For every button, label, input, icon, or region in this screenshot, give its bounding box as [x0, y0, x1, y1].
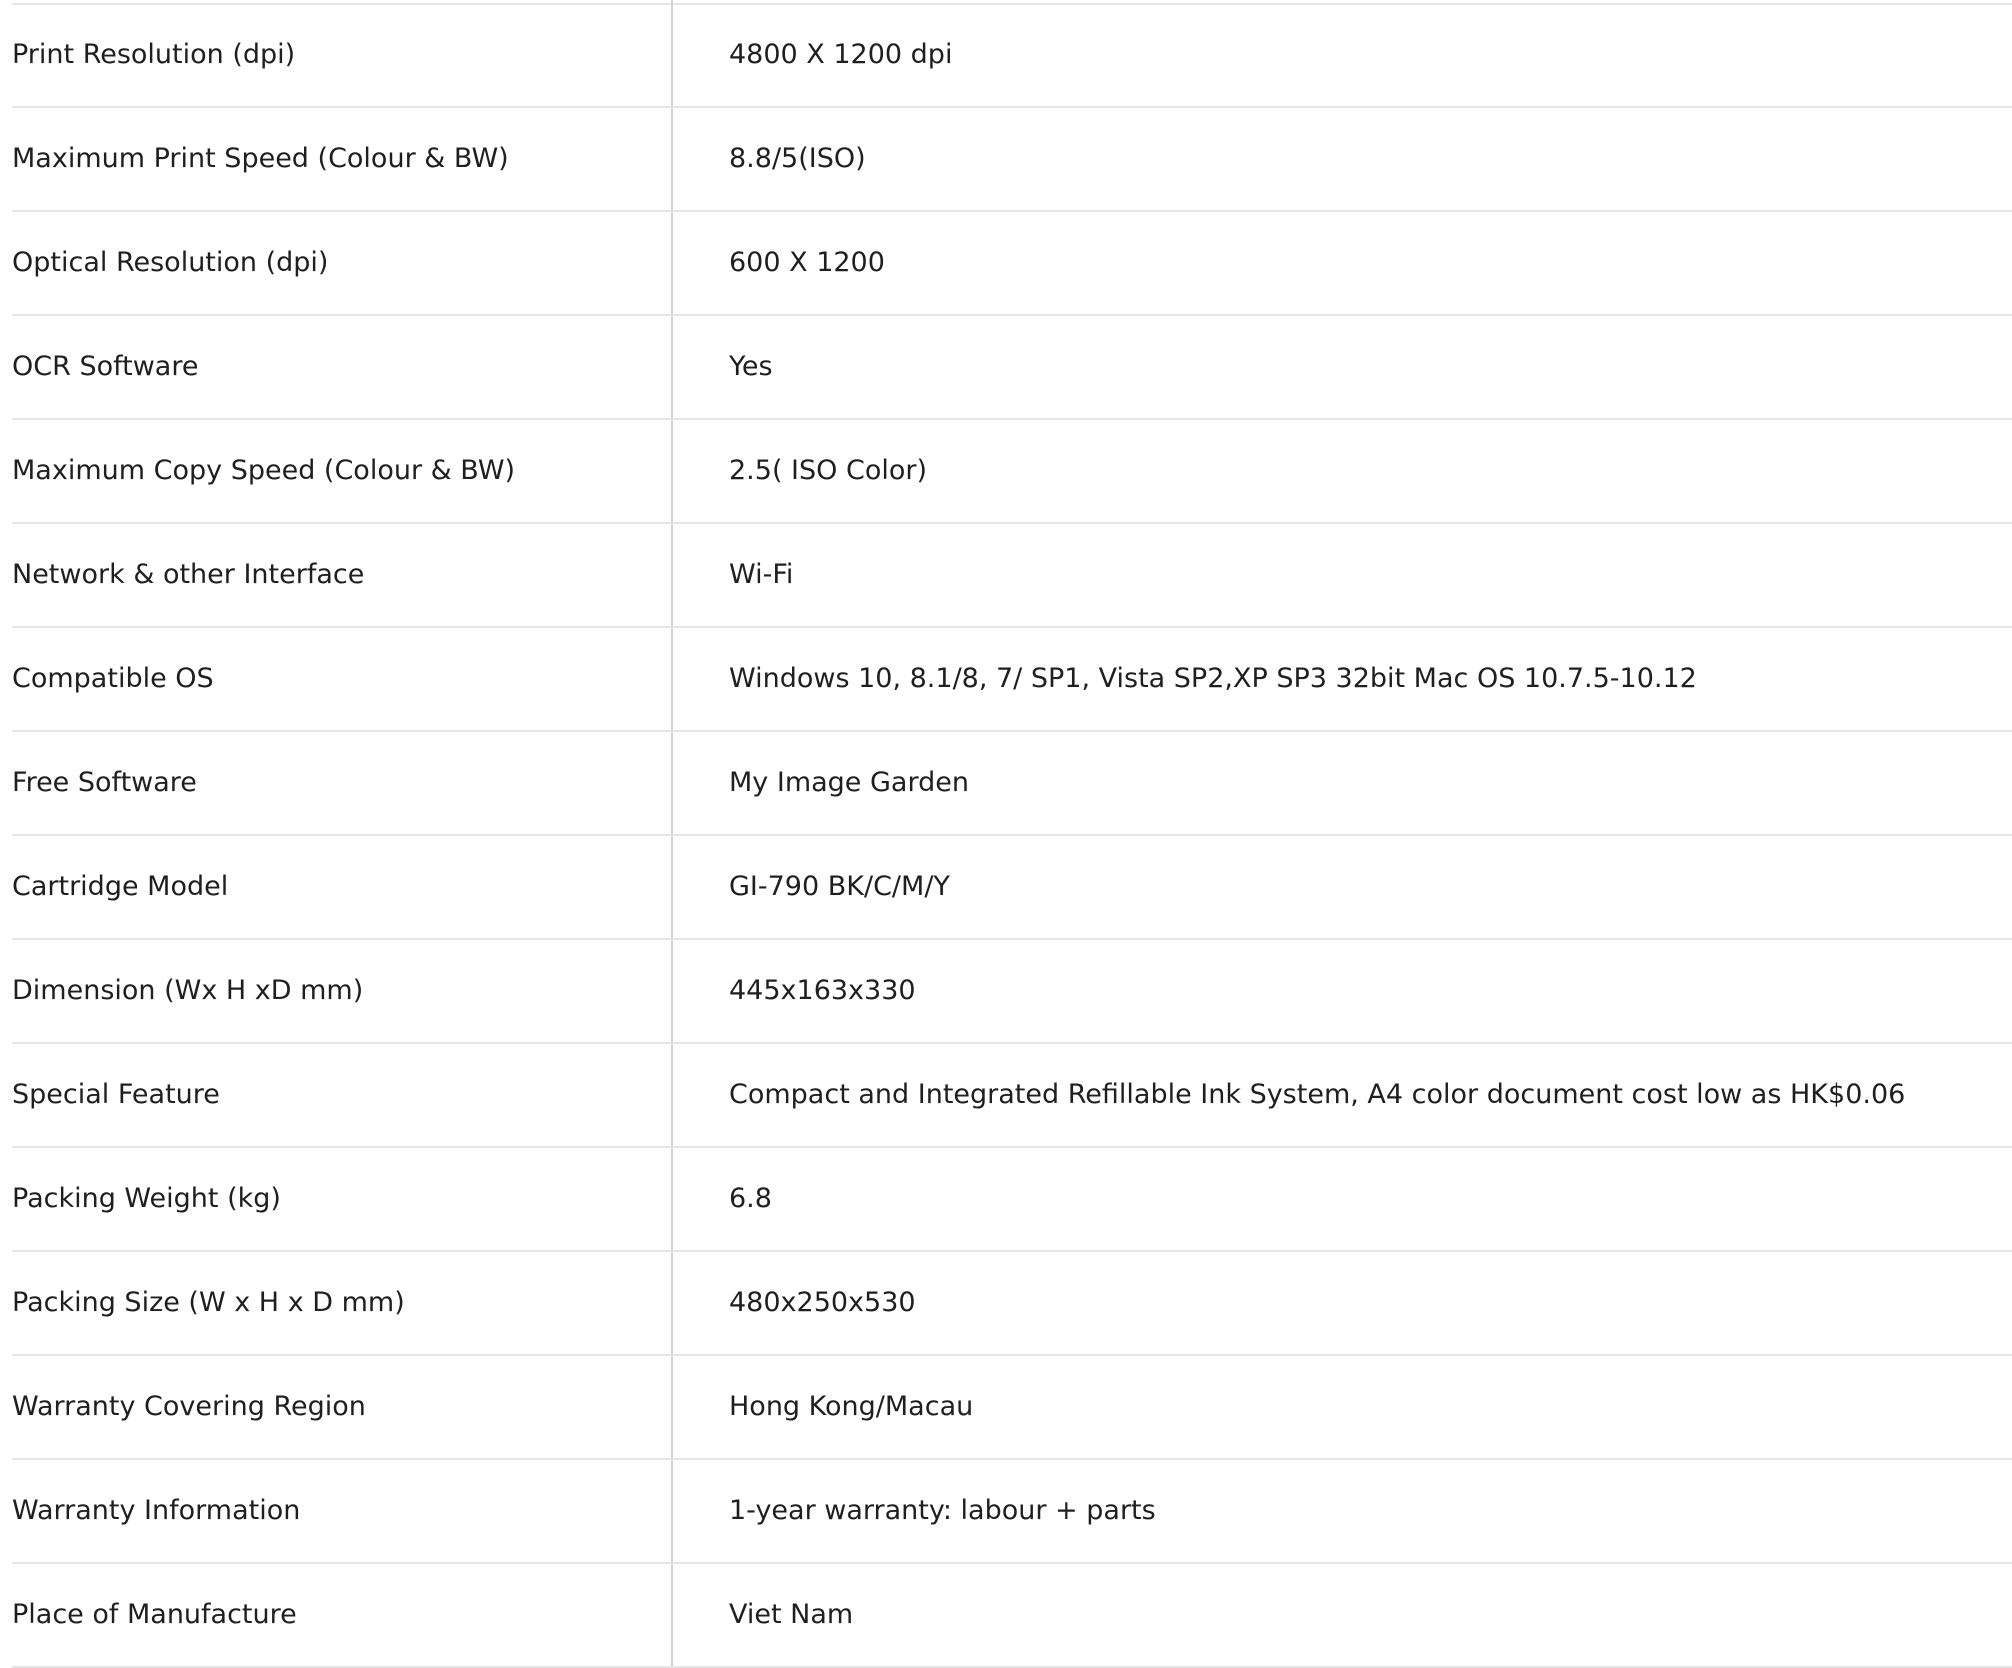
- spec-label: Warranty Information: [12, 1495, 301, 1526]
- spec-row-ocr-software: [12, 316, 2012, 420]
- spec-rows: [0, 4, 2012, 1668]
- spec-value: 600 X 1200: [729, 247, 885, 278]
- spec-row-packing-size: [12, 1252, 2012, 1356]
- spec-value: GI-790 BK/C/M/Y: [729, 871, 950, 902]
- spec-value: 4800 X 1200 dpi: [729, 39, 953, 70]
- spec-value: My Image Garden: [729, 767, 969, 798]
- spec-row-optical-resolution: [12, 212, 2012, 316]
- spec-label: Dimension (Wx H xD mm): [12, 975, 364, 1006]
- spec-label: Network & other Interface: [12, 559, 365, 590]
- spec-row-cartridge-model: [12, 836, 2012, 940]
- spec-label: Print Resolution (dpi): [12, 39, 296, 70]
- spec-label: Warranty Covering Region: [12, 1391, 366, 1422]
- spec-label: Place of Manufacture: [12, 1599, 297, 1630]
- spec-label: Maximum Copy Speed (Colour & BW): [12, 455, 516, 486]
- spec-value: 445x163x330: [729, 975, 916, 1006]
- spec-value: 1-year warranty: labour + parts: [729, 1495, 1156, 1526]
- spec-label: Special Feature: [12, 1079, 220, 1110]
- spec-label: Free Software: [12, 767, 197, 798]
- spec-value: 480x250x530: [729, 1287, 916, 1318]
- spec-row-warranty-information: [12, 1460, 2012, 1564]
- spec-row-network-interface: [12, 524, 2012, 628]
- spec-label: OCR Software: [12, 351, 199, 382]
- spec-row-special-feature: [12, 1044, 2012, 1148]
- spec-row-warranty-region: [12, 1356, 2012, 1460]
- spec-label: Optical Resolution (dpi): [12, 247, 329, 278]
- spec-row-print-resolution: [12, 4, 2012, 108]
- spec-label: Packing Weight (kg): [12, 1183, 281, 1214]
- spec-value: 6.8: [729, 1183, 772, 1214]
- spec-value: Viet Nam: [729, 1599, 854, 1630]
- spec-row-packing-weight: [12, 1148, 2012, 1252]
- spec-value: Hong Kong/Macau: [729, 1391, 974, 1422]
- spec-label: Packing Size (W x H x D mm): [12, 1287, 405, 1318]
- spec-value: Wi-Fi: [729, 559, 794, 590]
- spec-value: Windows 10, 8.1/8, 7/ SP1, Vista SP2,XP SP3 32bit Mac OS 10.7.5-10.12: [729, 663, 1697, 694]
- spec-row-dimension: [12, 940, 2012, 1044]
- spec-row-free-software: [12, 732, 2012, 836]
- spec-value: Compact and Integrated Refillable Ink System, A4 color document cost low as HK$0.06: [729, 1079, 1906, 1110]
- spec-row-max-copy-speed: [12, 420, 2012, 524]
- spec-value: 2.5( ISO Color): [729, 455, 928, 486]
- spec-value: 8.8/5(ISO): [729, 143, 866, 174]
- spec-row-max-print-speed: [12, 108, 2012, 212]
- spec-label: Compatible OS: [12, 663, 214, 694]
- spec-value: Yes: [729, 351, 773, 382]
- spec-label: Maximum Print Speed (Colour & BW): [12, 143, 509, 174]
- spec-row-place-of-manufacture: [12, 1564, 2012, 1668]
- spec-label: Cartridge Model: [12, 871, 229, 902]
- spec-row-compatible-os: [12, 628, 2012, 732]
